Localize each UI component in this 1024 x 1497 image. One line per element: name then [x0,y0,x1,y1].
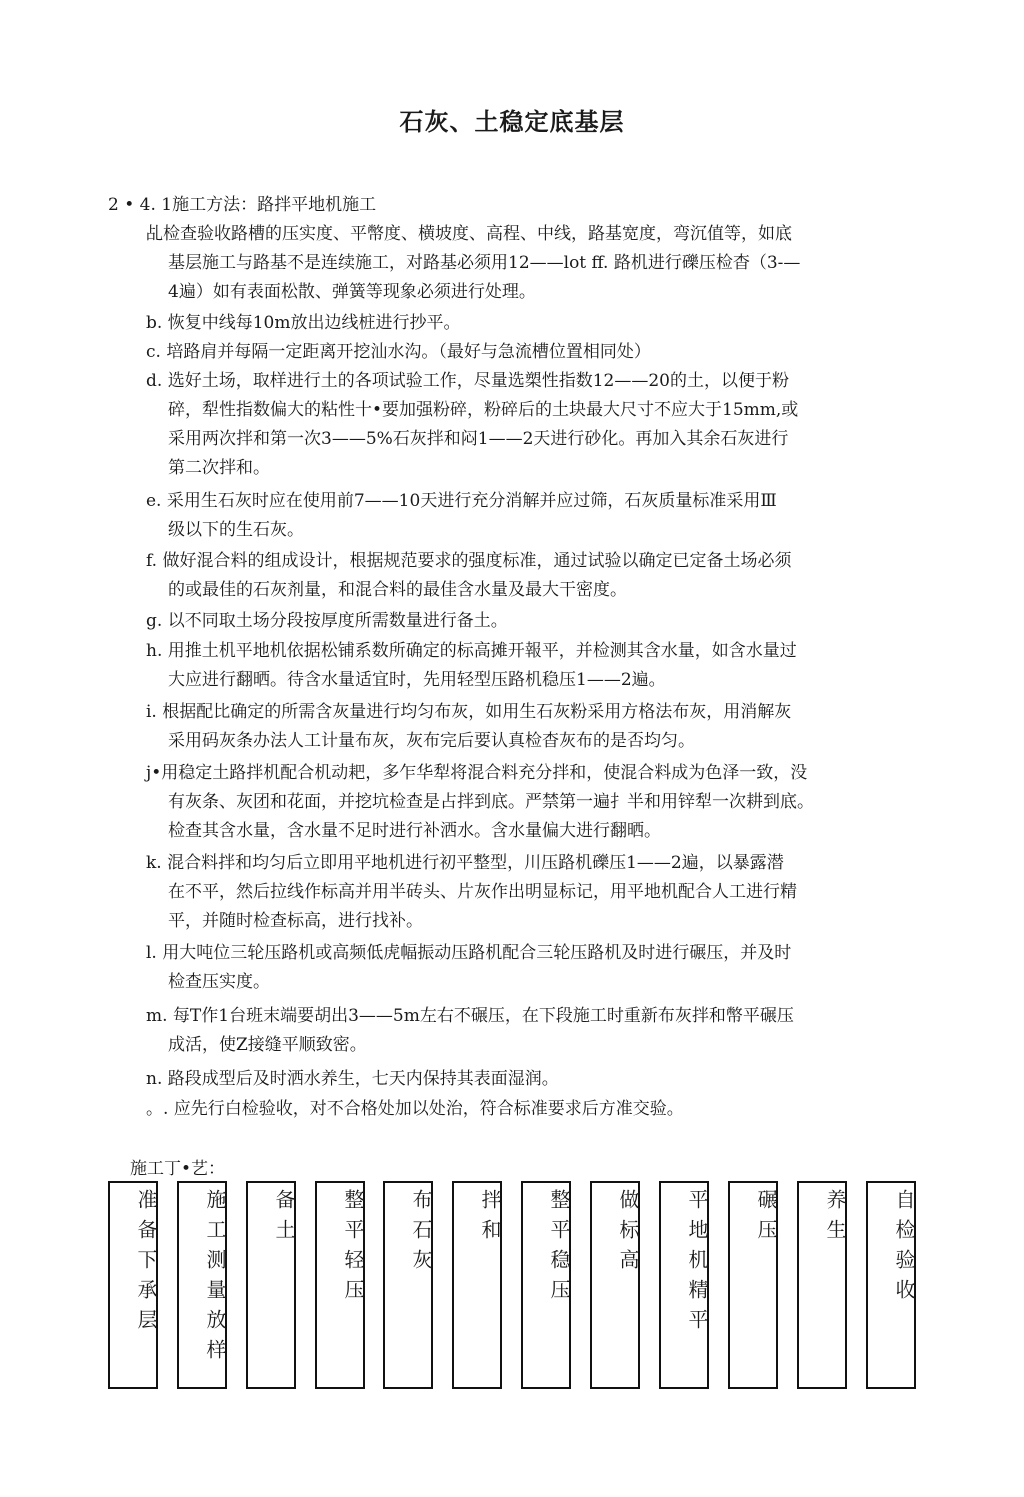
item-line: 采用两次拌和第一次3——5%石灰拌和闷1——2天进行砂化。再加入其余石灰进行 [168,429,789,449]
flow-step-box [797,1181,847,1389]
list-item [146,1065,926,1094]
flow-step-box [728,1181,778,1389]
item-line: j•用稳定土路拌机配合机动耙，多乍华犁将混合料充分拌和，使混合料成为色泽一致，没 [146,763,808,783]
flow-step-text: 拌和 [478,1189,502,1249]
item-line: m. 每T作1台班末端要胡出3——5m左右不碾压，在下段施工时重新布灰拌和幣平碾压 [146,1006,794,1026]
flow-step-text: 做标高 [616,1189,640,1279]
flow-step-text: 整平稳压 [547,1189,571,1309]
flow-step-box [659,1181,709,1389]
item-line: 在不平，然后拉线作标高并用半砖头、片灰作出明显标记，用平地机配合人工进行精 [168,882,797,902]
flow-step-text: 布石灰 [409,1189,433,1279]
item-line: 成活，使Z接缝平顺致密。 [168,1035,367,1055]
item-line: h. 用推土机平地机依据松铺系数所确定的标高摊开報平，并检测其含水量，如含水量过 [146,641,797,661]
item-line: 级以下的生石灰。 [168,520,304,540]
flow-step-box [315,1181,365,1389]
page-title: 石灰、土稳定底基层 [399,108,625,136]
flow-step-text: 施工测量放样 [203,1189,227,1369]
flow-step-box [246,1181,296,1389]
item-line: n. 路段成型后及时洒水养生，七天内保持其表面湿润。 [146,1069,559,1089]
list-item [146,547,926,605]
item-line: 碎，犁性指数偏大的粘性十•要加强粉碎，粉碎后的土块最大尺寸不应大于15mm,或 [168,400,799,420]
item-line: 平，并随时检查标高，进行找补。 [168,911,423,931]
flow-step-text: 养生 [823,1189,847,1249]
flow-step-box [383,1181,433,1389]
flow-step-box [521,1181,571,1389]
flow-step-box [177,1181,227,1389]
item-line: f. 做好混合料的组成设计，根据规范要求的强度标准，通过试验以确定已定备土场必须 [146,551,792,571]
item-line: 乩检查验收路槽的压实度、平幣度、横坡度、高程、中线，路基宽度，弯沉值等，如底 [146,224,792,244]
section-heading: 2 • 4. 1施工方法：路拌平地机施工 [108,195,377,215]
list-item [146,1095,926,1124]
item-line: 有灰条、灰团和花面，并挖坑检查是占拌到底。严禁第一遍扌半和用锌犁一次耕到底。 [168,792,814,812]
item-line: 检查压实度。 [168,972,270,992]
flow-step-text: 碾压 [754,1189,778,1249]
item-line: 大应进行翻晒。待含水量适宜时，先用轻型压路机稳压1——2遍。 [168,670,666,690]
item-line: i. 根据配比确定的所需含灰量进行均匀布灰，如用生石灰粉采用方格法布灰，用消解灰 [146,702,792,722]
flow-step-text: 备土 [272,1189,296,1249]
list-item [146,367,926,483]
flow-step-box [108,1181,158,1389]
flow-step-box [452,1181,502,1389]
item-line: d. 选好土场，取样进行土的各项试验工作，尽量选槊性指数12——20的土，以便于粉 [146,371,789,391]
flow-step-text: 整平轻压 [341,1189,365,1309]
item-line: g. 以不同取土场分段按厚度所需数量进行备土。 [146,611,508,631]
flow-step-box [590,1181,640,1389]
list-item [146,309,926,338]
item-line: 采用码灰条办法人工计量布灰，灰布完后要认真检杳灰布的是否均匀。 [168,731,695,751]
list-item [146,487,926,545]
item-line: 基层施工与路基不是连续施工，对路基必须用12——lot ff. 路机进行礫压检杳（3-— [168,253,801,273]
item-line: 。. 应先行白检验收，对不合格处加以处治，符合标准要求后方准交验。 [146,1099,684,1119]
list-item [146,220,926,307]
item-line: k. 混合料拌和均匀后立即用平地机进行初平整型，川压路机礫压1——2遍，以暴露潜 [146,853,784,873]
item-line: 检查其含水量，含水量不足时进行补洒水。含水量偏大进行翻晒。 [168,821,661,841]
item-line: c. 培路肩并每隔一定距离开挖汕水沟。（最好与急流槽位置相同处） [146,342,651,362]
list-item [146,698,926,756]
list-item [146,338,926,367]
flow-step-text: 准备下承层 [134,1189,158,1339]
item-line: e. 采用生石灰时应在使用前7——10天进行充分消解并应过筛，石灰质量标准采用Ⅲ [146,491,777,511]
item-line: 第二次拌和。 [168,458,270,478]
list-item [146,637,926,695]
list-item [146,759,926,846]
flow-step-text: 自检验收 [892,1189,916,1309]
item-line: 4遍）如有表面松散、弹簧等现象必须进行处理。 [168,282,536,302]
list-item [146,939,926,997]
item-line: b. 恢复中线每10m放出边线桩进行抄平。 [146,313,461,333]
list-item [146,849,926,936]
flow-step-box [866,1181,916,1389]
list-item [146,607,926,636]
item-line: 的或最佳的石灰剂量，和混合料的最佳含水量及最大干密度。 [168,580,627,600]
flow-step-text: 平地机精平 [685,1189,709,1339]
flowchart-label: 施工丁•艺： [130,1159,226,1179]
item-line: l. 用大吨位三轮压路机或高频低虎幅振动压路机配合三轮压路机及时进行碾压，并及时 [146,943,792,963]
list-item [146,1002,926,1060]
